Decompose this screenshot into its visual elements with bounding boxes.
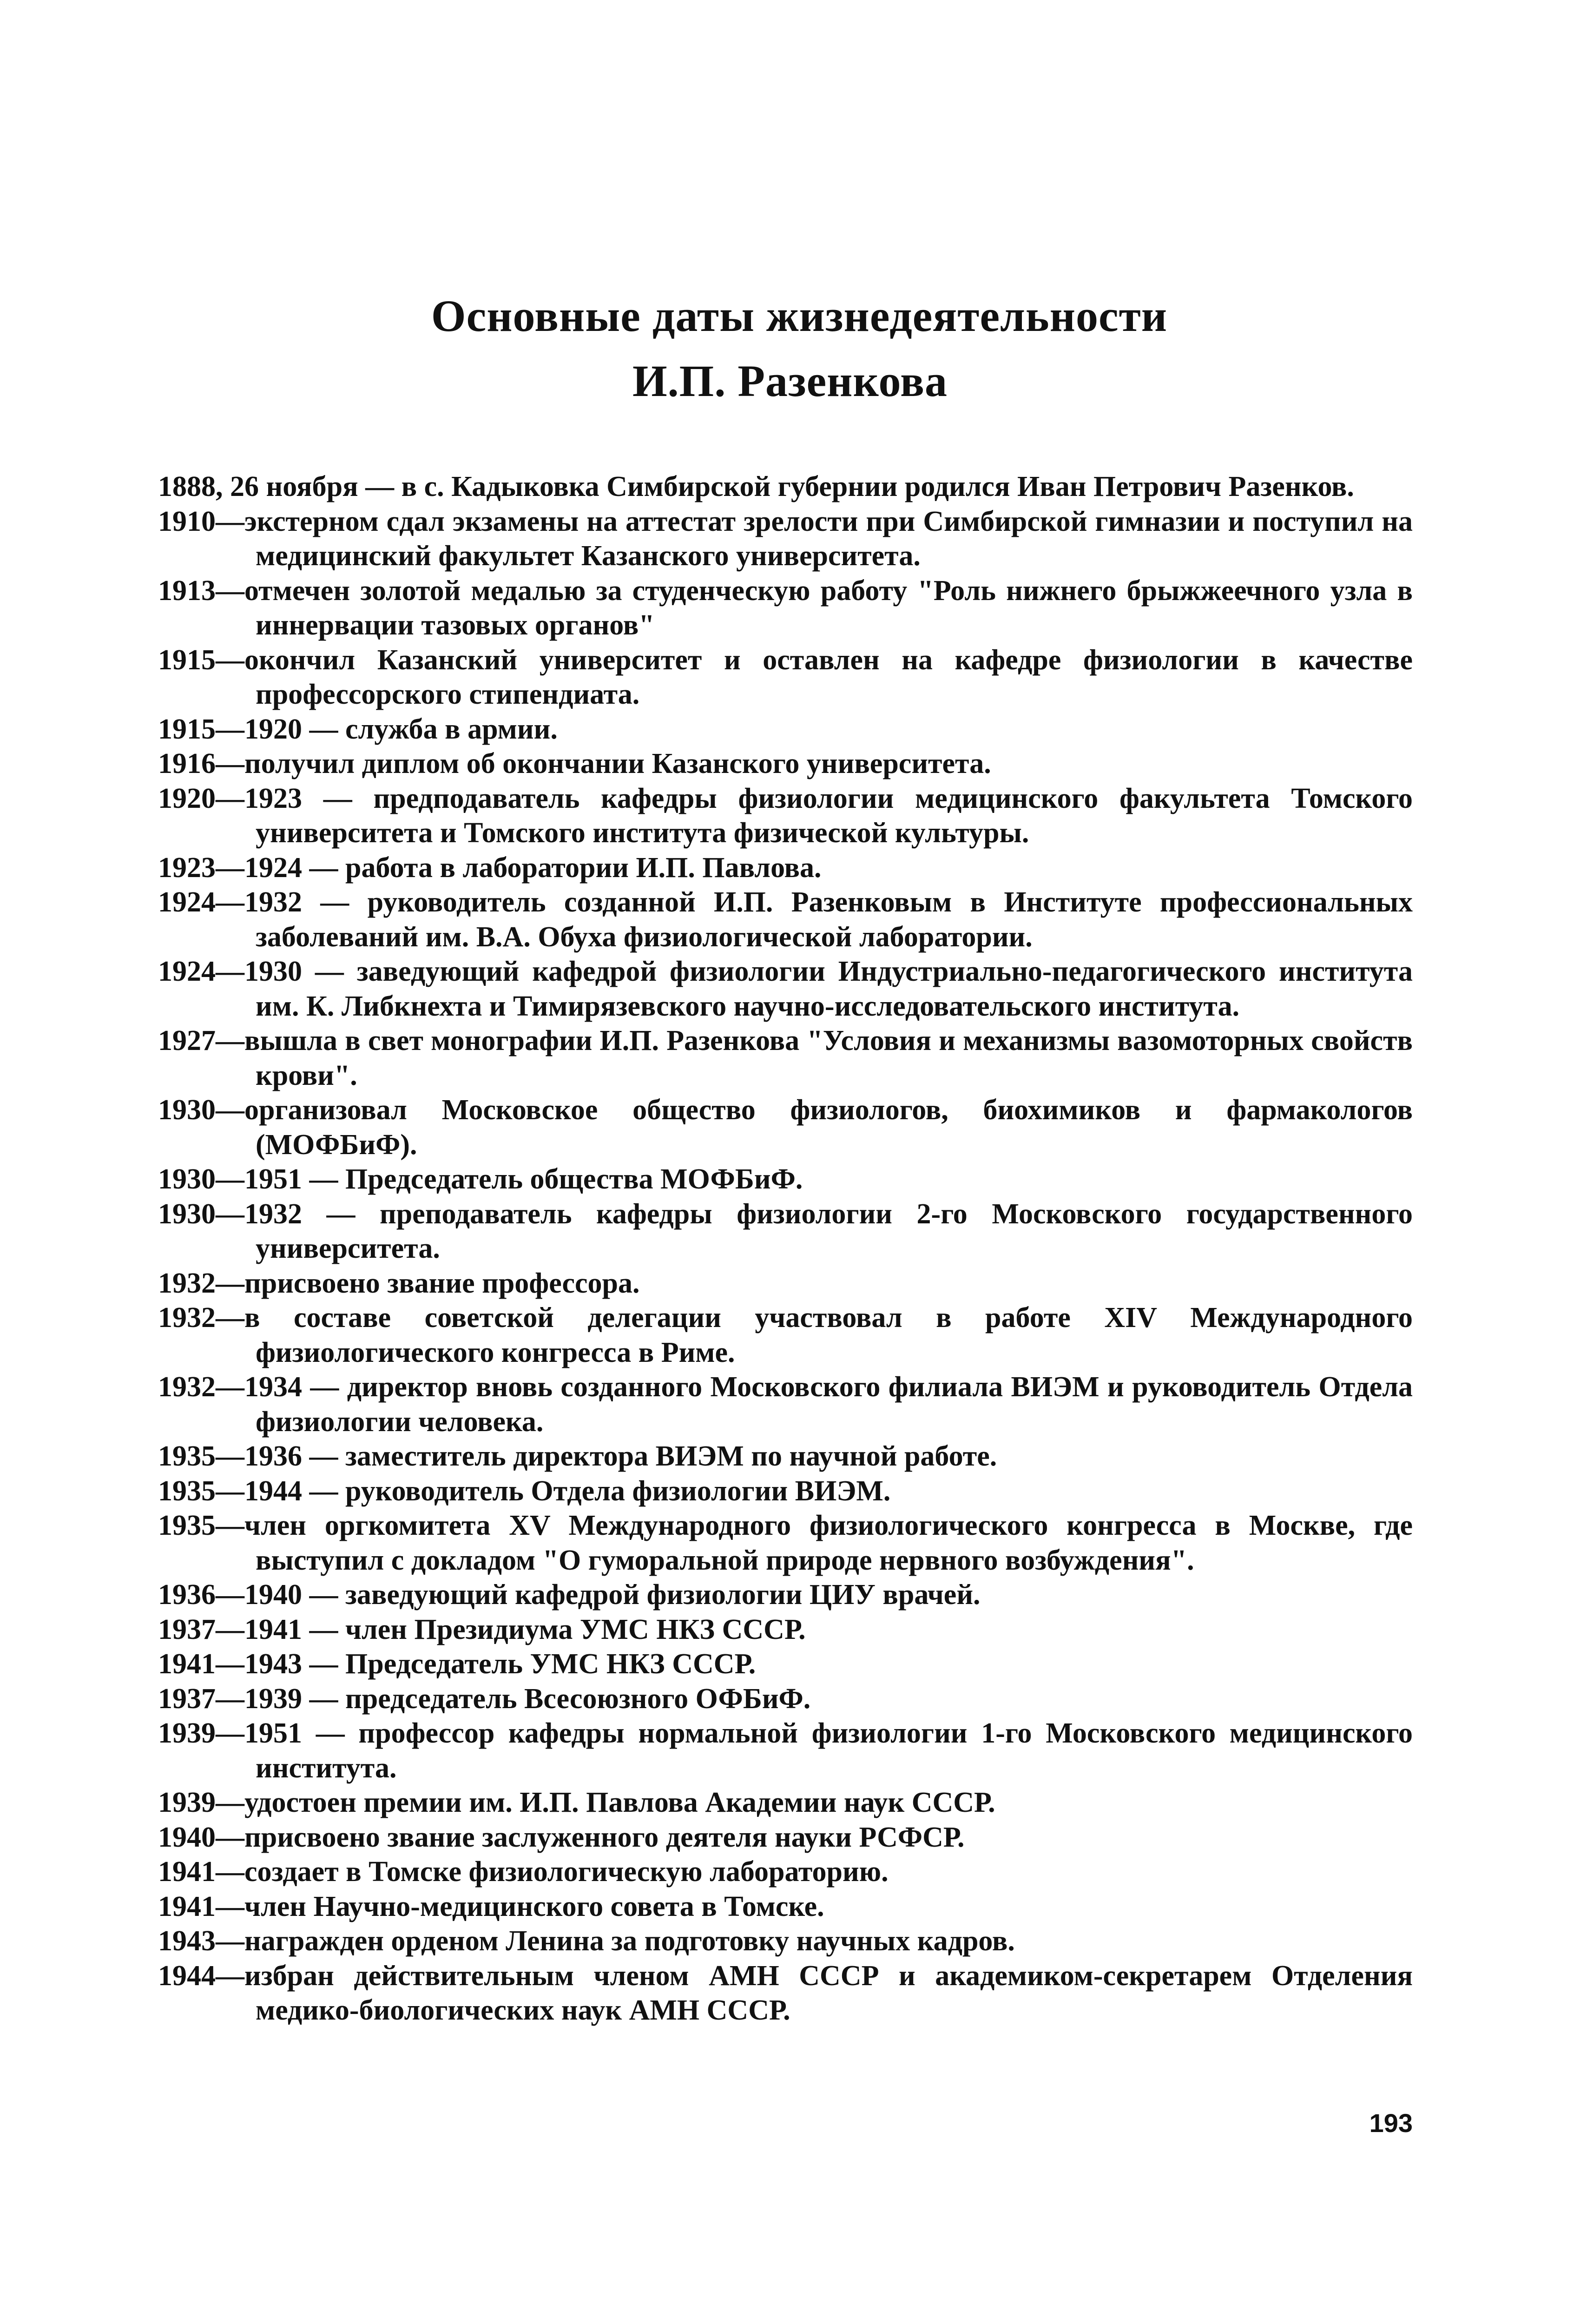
entry-text: 1951 — Председатель общества МОФБиФ. [244,1163,803,1195]
entry-date: 1930— [158,1198,244,1230]
chronology-entry [158,781,1413,851]
entry-date: 1924— [158,956,244,987]
entry-date: 1932— [158,1302,244,1334]
chronology-entry [158,885,1413,954]
entry-date: 1935— [158,1475,244,1507]
entry-date: 1935— [158,1440,244,1472]
chronology-entry [158,1093,1413,1162]
chronology-entry [158,1439,1413,1474]
entry-text: 1930 — заведующий кафедрой физиологии Индустриально-педагогического института им. К. Либкнехта и Тимирязевского научно-исследовательского института. [244,956,1413,1022]
chronology-entry [158,746,1413,781]
chronology-entry [158,712,1413,747]
chronology-entry [158,469,1413,504]
chronology-entry [158,1612,1413,1647]
entry-text: 1932 — руководитель созданной И.П. Разенковым в Институте профессиональных заболеваний им. В.А. Обуха физиологической лаборатории. [244,886,1413,953]
chronology-entry [158,1820,1413,1855]
chronology-entry [158,1924,1413,1959]
entry-text: присвоено звание заслуженного деятеля науки РСФСР. [244,1821,965,1853]
entry-date: 1927— [158,1025,244,1056]
entry-text: удостоен премии им. И.П. Павлова Академии наук СССР. [244,1787,995,1818]
chronology-entry [158,954,1413,1023]
entry-text: в составе советской делегации участвовал в работе XIV Международного физиологического конгресса в Риме. [244,1302,1413,1368]
chronology-entry [158,1162,1413,1197]
entry-date: 1944— [158,1960,244,1992]
entry-date: 1924— [158,886,244,918]
entry-date: 1915— [158,644,244,676]
entry-text: член оргкомитета XV Международного физиологического конгресса в Москве, где выступил с докладом "О гуморальной природе нервного возбуждения". [244,1510,1413,1576]
chronology-entry [158,1508,1413,1578]
entry-date: 1940— [158,1821,244,1853]
entry-date: 1939— [158,1717,244,1749]
chronology-entry [158,1370,1413,1439]
entry-text: получил диплом об окончании Казанского университета. [244,748,991,779]
entry-text: 1924 — работа в лаборатории И.П. Павлова. [244,852,822,884]
chronology-entry [158,1889,1413,1924]
entry-date: 1932— [158,1267,244,1299]
chronology-entry [158,1682,1413,1717]
entry-text: 1923 — предподаватель кафедры физиологии медицинского факультета Томского университета и Томского института физической культуры. [244,782,1413,849]
entry-date: 1913— [158,574,244,607]
entry-text: 1951 — профессор кафедры нормальной физиологии 1-го Московского медицинского института. [244,1717,1413,1784]
entry-text: член Научно-медицинского совета в Томске. [244,1890,824,1922]
entry-date: 1932— [158,1371,244,1403]
entry-text: избран действительным членом АМН СССР и академиком-секретарем Отделения медико-биологических наук АМН СССР. [244,1960,1413,2026]
entry-text: вышла в свет монографии И.П. Разенкова "Условия и механизмы вазомоторных свойств крови". [244,1025,1413,1091]
entry-text: 1939 — председатель Всесоюзного ОФБиФ. [244,1683,811,1715]
entry-date: 1941— [158,1856,244,1888]
page-title [0,284,1580,414]
entry-text: 1940 — заведующий кафедрой физиологии ЦИУ врачей. [244,1579,981,1611]
entry-text: 1943 — Председатель УМС НКЗ СССР. [244,1648,756,1680]
entry-text: присвоено звание профессора. [244,1267,640,1299]
title-line-2: И.П. Разенкова [632,356,948,406]
entry-text: 1934 — директор вновь созданного Московского филиала ВИЭМ и руководитель Отдела физиологии человека. [244,1371,1413,1438]
entry-date: 1888, [158,471,223,502]
entry-date: 1915— [158,713,244,745]
chronology-entry [158,1023,1413,1093]
chronology-entry [158,1959,1413,2028]
chronology-entry [158,1855,1413,1889]
entry-text: 1944 — руководитель Отдела физиологии ВИЭМ. [244,1475,891,1507]
entry-text: окончил Казанский университет и оставлен на кафедре физиологии в качестве профессорского стипендиата. [244,644,1413,710]
entry-text: 1932 — преподаватель кафедры физиологии 2-го Московского государственного университета. [244,1198,1413,1264]
chronology-list [158,469,1413,2028]
entry-text: отмечен золотой медалью за студенческую работу "Роль нижнего брыжжеечного узла в иннервации тазовых органов" [244,574,1413,641]
chronology-entry [158,1301,1413,1370]
entry-date: 1916— [158,748,244,779]
entry-date: 1910— [158,505,244,537]
entry-date: 1930— [158,1163,244,1195]
entry-text: экстерном сдал экзамены на аттестат зрелости при Симбирской гимназии и поступил на медицинский факультет Казанского университета. [244,505,1413,572]
chronology-entry [158,504,1413,574]
entry-text: 26 ноября — в с. Кадыковка Симбирской губернии родился Иван Петрович Разенков. [230,471,1354,502]
title-line-1: Основные даты жизнедеятельности [431,291,1168,341]
entry-date: 1939— [158,1787,244,1818]
chronology-entry [158,1578,1413,1612]
entry-text: 1941 — член Президиума УМС НКЗ СССР. [244,1613,806,1645]
chronology-entry [158,574,1413,643]
entry-text: 1936 — заместитель директора ВИЭМ по научной работе. [244,1440,997,1472]
chronology-entry [158,1647,1413,1682]
entry-text: создает в Томске физиологическую лабораторию. [244,1856,889,1888]
entry-date: 1920— [158,782,244,814]
chronology-entry [158,1197,1413,1266]
entry-date: 1923— [158,852,244,884]
chronology-entry [158,1266,1413,1301]
entry-date: 1936— [158,1579,244,1611]
entry-date: 1941— [158,1648,244,1680]
entry-date: 1930— [158,1094,244,1126]
entry-text: организовал Московское общество физиологов, биохимиков и фармакологов (МОФБиФ). [244,1094,1413,1161]
chronology-entry [158,1785,1413,1820]
entry-date: 1935— [158,1510,244,1541]
chronology-entry [158,1474,1413,1509]
chronology-entry [158,643,1413,712]
entry-date: 1937— [158,1613,244,1645]
chronology-entry [158,851,1413,885]
entry-date: 1941— [158,1890,244,1922]
entry-date: 1937— [158,1683,244,1715]
entry-text: 1920 — служба в армии. [244,713,558,745]
entry-date: 1943— [158,1925,244,1957]
page-number: 193 [1369,2108,1413,2138]
chronology-entry [158,1716,1413,1785]
entry-text: награжден орденом Ленина за подготовку научных кадров. [244,1925,1015,1957]
